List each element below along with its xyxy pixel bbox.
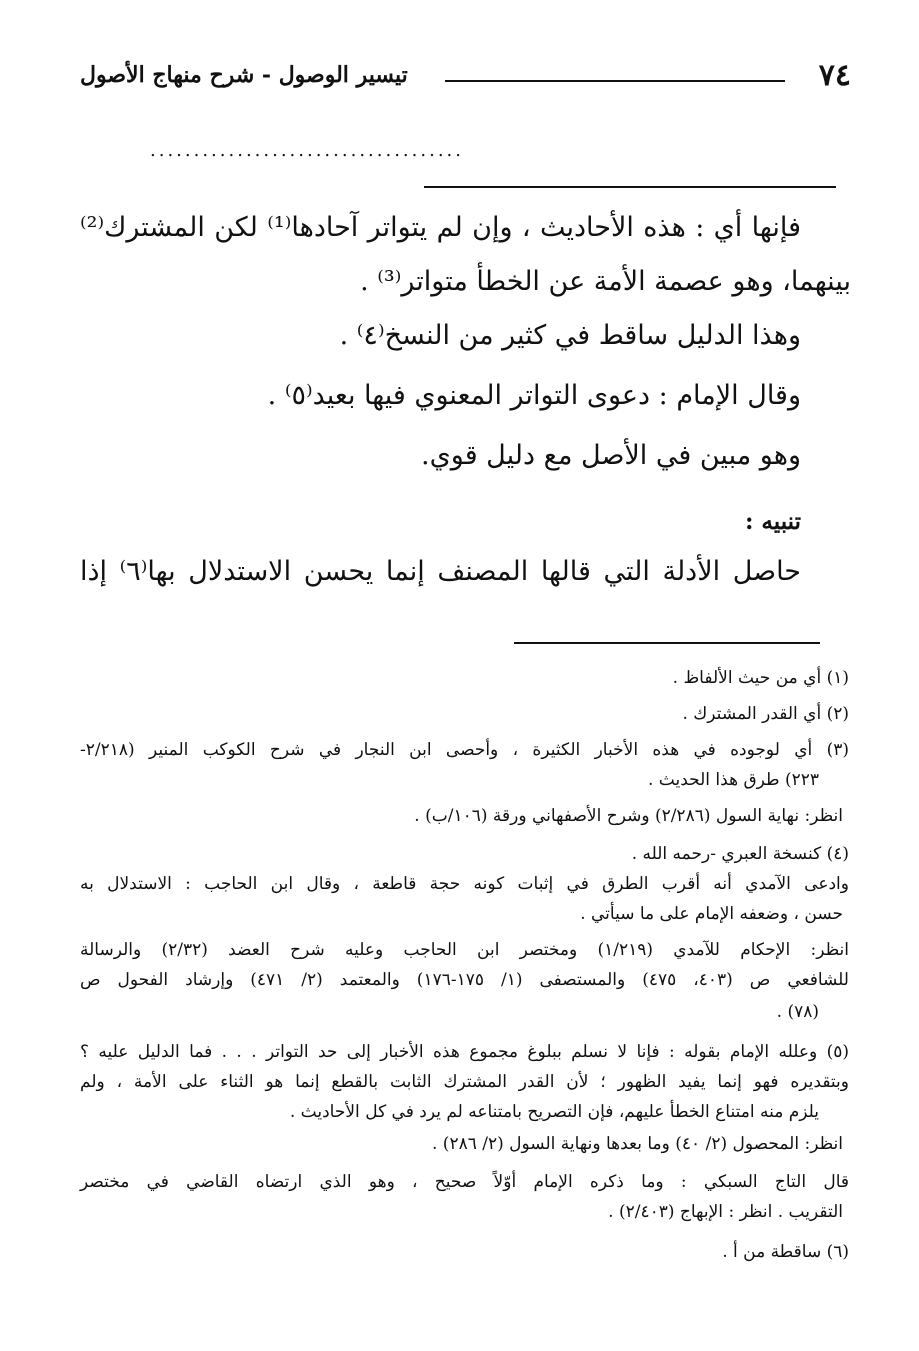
footnote-3-line-2: ٢٢٣) طرق هذا الحديث . (648, 770, 819, 790)
footnote-4-line-2: وادعى الآمدي أنه أقرب الطرق في إثبات كونه حجة قاطعة ، وقال ابن الحاجب : الاستدلال به (80, 874, 849, 894)
section-heading: تنبيه : (744, 508, 801, 535)
footnote-4-line-5: للشافعي ص (٤٠٣، ٤٧٥) والمستصفى (١/ ١٧٥-١٧٦) والمعتمد (٢/ ٤٧١) وإرشاد الفحول ص (80, 970, 849, 990)
footnote-5-reference: انظر: المحصول (٢/ ٤٠) وما بعدها ونهاية السول (٢/ ٢٨٦) . (431, 1134, 843, 1154)
footnote-5-line-1: (٥) وعلله الإمام بقوله : فإنا لا نسلم ببلوغ مجموع هذه الأخبار إلى حد التواتر . . . فما الدليل عليه ؟ (80, 1042, 849, 1062)
footnote-5-line-2: وبتقديره فهو إنما يفيد الظهور ؛ لأن القدر المشترك الثابت بالقطع إنما هو الثناء على الأمة ، ولم (80, 1072, 849, 1092)
page-number: ٧٤ (818, 58, 851, 93)
header-rule (445, 80, 785, 82)
footnote-5-line-6: التقريب . انظر : الإبهاج (٢/٤٠٣) . (608, 1202, 843, 1222)
footnote-6: (٦) ساقطة من أ . (722, 1242, 849, 1262)
footnote-4-line-4: انظر: الإحكام للآمدي (١/٢١٩) ومختصر ابن الحاجب وعليه شرح العضد (٢/٣٢) والرسالة (80, 940, 849, 960)
body-line-3: وهذا الدليل ساقط في كثير من النسخ⁽٤⁾ . (339, 320, 801, 351)
footnote-1: (١) أي من حيث الألفاظ . (672, 668, 849, 688)
footnote-separator-rule (514, 642, 820, 644)
body-line-6: حاصل الأدلة التي قالها المصنف إنما يحسن الاستدلال بها⁽٦⁾ إذا (80, 556, 801, 587)
footnote-4-line-6: (٧٨) . (776, 1002, 819, 1022)
running-title: تيسير الوصول - شرح منهاج الأصول (80, 62, 408, 88)
text-separator-rule (424, 186, 836, 188)
body-line-4: وقال الإمام : دعوى التواتر المعنوي فيها بعيد⁽٥⁾ . (267, 380, 801, 411)
ellipsis-dots: .................................... (150, 140, 464, 161)
body-line-2: بينهما، وهو عصمة الأمة عن الخطأ متواتر⁽³⁾ . (360, 266, 851, 297)
footnote-2: (٢) أي القدر المشترك . (682, 704, 849, 724)
footnote-4-line-1: (٤) كنسخة العبري -رحمه الله . (631, 844, 849, 864)
footnote-4-line-3: حسن ، وضعفه الإمام على ما سيأتي . (580, 904, 843, 924)
footnote-3-line-1: (٣) أي لوجوده في هذه الأخبار الكثيرة ، وأحصى ابن النجار في شرح الكوكب المنير (٢/٢١٨- (80, 740, 849, 760)
body-line-1: فإنها أي : هذه الأحاديث ، وإن لم يتواتر آحادها⁽¹⁾ لكن المشترك⁽²⁾ (80, 212, 802, 243)
body-line-5: وهو مبين في الأصل مع دليل قوي. (421, 440, 801, 471)
footnote-3-reference: انظر: نهاية السول (٢/٢٨٦) وشرح الأصفهاني ورقة (١٠٦/ب) . (414, 806, 843, 826)
footnote-5-line-3: يلزم منه امتناع الخطأ عليهم، فإن التصريح بامتناعه لم يرد في كل الأحاديث . (289, 1102, 819, 1122)
footnote-5-line-5: قال التاج السبكي : وما ذكره الإمام أوّلاً صحيح ، وهو الذي ارتضاه القاضي في مختصر (80, 1172, 849, 1192)
